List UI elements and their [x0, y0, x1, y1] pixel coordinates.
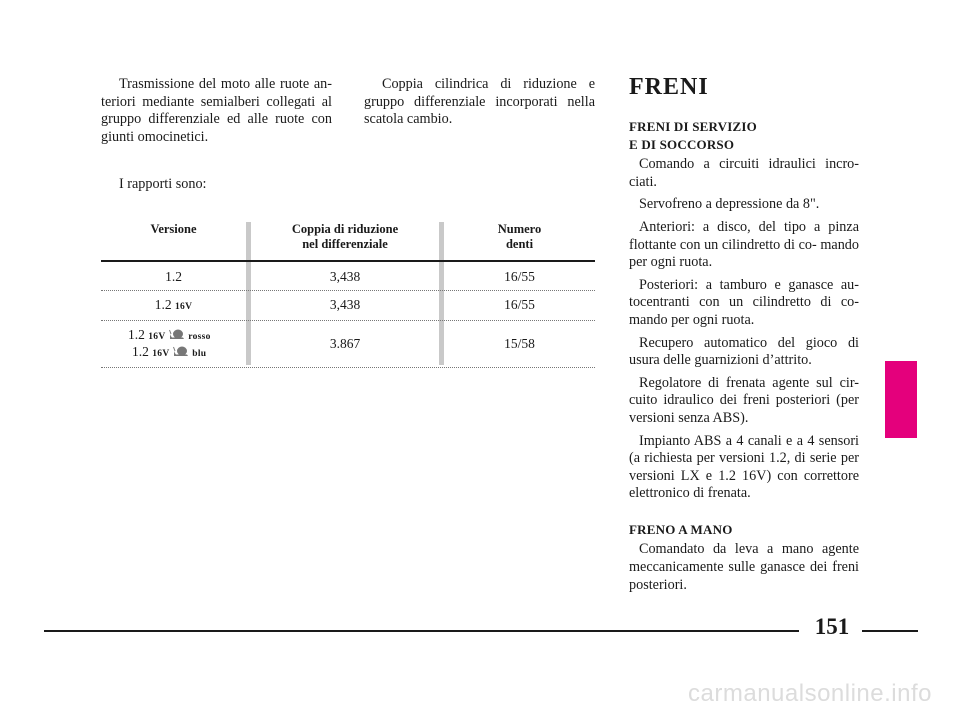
versione-suffix: 16V: [152, 349, 170, 359]
watermark: carmanualsonline.info: [688, 680, 932, 707]
versione-value: 1.2: [128, 327, 145, 342]
reduction-text: Coppia cilindrica di riduzione e gruppo differenziale incorporati nella scatola cambio.: [364, 76, 595, 128]
ratio-table: [101, 222, 595, 370]
subsection-service-line1: FRENI DI SERVIZIO: [629, 119, 757, 134]
header-numero: [444, 222, 595, 252]
versione-suffix: 16V: [174, 302, 193, 312]
table-row-3-denti: 15/58: [504, 336, 535, 351]
table-row-1-versione: [101, 269, 246, 285]
header-versione: Versione: [150, 222, 197, 236]
subsection-service-line2: E DI SOCCORSO: [629, 136, 735, 152]
handbrake-paragraph: Comandato da leva a mano agente meccanicamente sulle ganasce dei freni posteriori.: [629, 541, 859, 593]
snail-icon: [173, 346, 189, 357]
table-row-3-versione-a: [128, 327, 246, 343]
transmission-text: Trasmissione del moto alle ruote an- teriori mediante semialberi collegati al gruppo differenziale ed alle ruote con giunti omocinetici.: [101, 76, 332, 145]
snail-icon: [169, 329, 185, 340]
table-row-3-versione-b: [132, 344, 246, 360]
header-coppia-line2: nel differenziale: [302, 237, 388, 251]
ratios-intro-text: I rapporti sono:: [119, 176, 207, 192]
brake-paragraph: Impianto ABS a 4 canali e a 4 sensori (a richiesta per versioni 1.2, di serie per versioni LX e 1.2 16V) con correttore elettronico di frenata.: [629, 432, 859, 502]
header-numero-line1: Numero: [497, 222, 542, 236]
header-coppia: [251, 222, 439, 252]
versione-suffix: 16V: [148, 332, 166, 342]
row-divider: [101, 367, 595, 368]
versione-value: 1.2: [154, 297, 172, 312]
subsection-handbrake: FRENO A MANO: [629, 521, 733, 537]
color-tag: rosso: [188, 332, 211, 342]
brake-paragraph: Posteriori: a tamburo e ganasce au- tocentranti con un cilindretto di co- mando per ogni ruota.: [629, 276, 859, 328]
reduction-paragraph: [364, 76, 595, 129]
transmission-paragraph: [101, 76, 332, 146]
header-numero-line2: denti: [505, 237, 534, 251]
brakes-section: [629, 118, 859, 599]
table-row-1-denti: 16/55: [504, 269, 535, 284]
footer-rule-left: [44, 630, 799, 632]
brake-paragraph: Recupero automatico del gioco di usura delle guarnizioni d’attrito.: [629, 334, 859, 369]
section-tab-marker: [885, 361, 917, 438]
header-coppia-line1: Coppia di riduzione: [291, 222, 399, 236]
table-row-2-versione: [101, 297, 246, 313]
footer-rule-right: [862, 630, 918, 632]
brake-paragraph: Comando a circuiti idraulici incro- ciati.: [629, 156, 859, 190]
table-row-2-denti: 16/55: [504, 297, 535, 312]
versione-value: 1.2: [132, 344, 149, 359]
brake-paragraph: Anteriori: a disco, del tipo a pinza flottante con un cilindretto di co- mando per ogni ruota.: [629, 218, 859, 271]
table-row-2-coppia: 3,438: [329, 297, 361, 312]
table-row-3-coppia: 3.867: [329, 336, 361, 351]
header-rule: [101, 260, 595, 262]
row-divider: [101, 320, 595, 321]
section-title-freni: FRENI: [629, 74, 709, 100]
color-tag: blu: [192, 349, 207, 359]
table-row-1-coppia: 3,438: [329, 269, 361, 284]
row-divider: [101, 290, 595, 291]
ratios-intro: [101, 176, 332, 194]
page-number: 151: [814, 614, 850, 639]
versione-value: 1.2: [165, 269, 182, 284]
brake-paragraph: Regolatore di frenata agente sul cir- cuito idraulico dei freni posteriori (per versioni senza ABS).: [629, 374, 859, 426]
brake-paragraph: Servofreno a depressione da 8".: [639, 196, 820, 213]
